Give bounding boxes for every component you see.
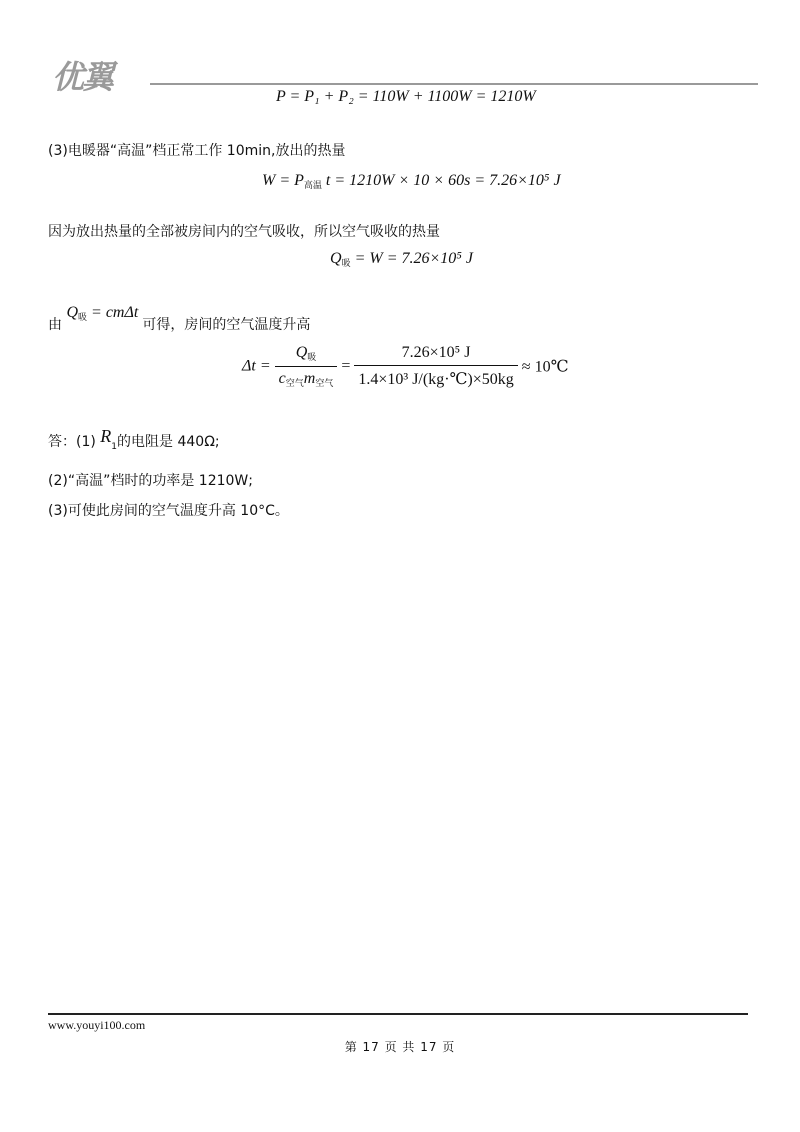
- equation-q: Q: [66, 304, 79, 321]
- equals-sign: =: [341, 357, 351, 375]
- equation-rhs: t = 1210W × 10 × 60s = 7.26×10⁵ J: [325, 172, 561, 189]
- equation-c: c: [278, 370, 286, 387]
- footer-url: www.youyi100.com: [48, 1018, 146, 1032]
- inline-equation: [66, 304, 142, 321]
- equation-subscript: 吸: [307, 353, 317, 363]
- equation-lhs: Q: [330, 250, 342, 267]
- equation-temperature-rise: [242, 344, 568, 389]
- answer-3: (3)可使此房间的空气温度升高 10°C。: [48, 503, 289, 519]
- resistor-subscript: 1: [111, 442, 118, 452]
- answer-2: (2)“高温”档时的功率是 1210W;: [48, 473, 253, 489]
- fraction-numerator: [275, 344, 338, 366]
- fraction-heat-over-mass: [275, 344, 338, 389]
- equation-q: Q: [295, 344, 308, 361]
- equation-subscript: 空气: [315, 379, 334, 389]
- equation-total-power: [276, 88, 536, 106]
- equation-m: m: [303, 370, 316, 387]
- logo: 优翼: [52, 58, 113, 96]
- equation-lhs: W = P: [262, 172, 304, 189]
- text-prefix: 由: [48, 317, 62, 333]
- text-suffix: 可得，房间的空气温度升高: [142, 317, 311, 333]
- equation-heat-released: [262, 172, 561, 191]
- paragraph-from: [48, 304, 310, 334]
- paragraph-because: 因为放出热量的全部被房间内的空气吸收，所以空气吸收的热量: [48, 224, 440, 240]
- equation-lhs: Δt =: [242, 357, 271, 375]
- paragraph-3: (3)电暖器“高温”档正常工作 10min,放出的热量: [48, 143, 346, 159]
- fraction-numerator: 7.26×10⁵ J: [401, 344, 471, 361]
- fraction-values: [354, 344, 517, 389]
- footer-divider: [48, 1013, 748, 1015]
- fraction-denominator: [275, 366, 338, 389]
- equation-subscript: 吸: [78, 313, 88, 323]
- equation-text: P = P₁ + P₂ = 110W + 1100W = 1210W: [276, 88, 536, 105]
- equation-result: ≈ 10℃: [521, 358, 569, 376]
- resistor-symbol: R: [100, 426, 112, 446]
- answer-suffix: 的电阻是 440Ω;: [117, 434, 220, 450]
- equation-subscript: 空气: [285, 379, 304, 389]
- equation-subscript: 吸: [341, 259, 351, 269]
- equation-rhs: = W = 7.26×10⁵ J: [354, 250, 473, 267]
- header-divider: [150, 83, 758, 85]
- equation-subscript: 高温: [303, 181, 322, 191]
- equation-rhs: = cmΔt: [91, 304, 139, 321]
- answer-1: [48, 426, 220, 452]
- page-number: 第 17 页 共 17 页: [344, 1040, 456, 1054]
- fraction-denominator: 1.4×10³ J/(kg·℃)×50kg: [354, 365, 517, 389]
- answer-prefix: 答：(1): [48, 434, 96, 450]
- equation-heat-absorbed: [330, 250, 473, 269]
